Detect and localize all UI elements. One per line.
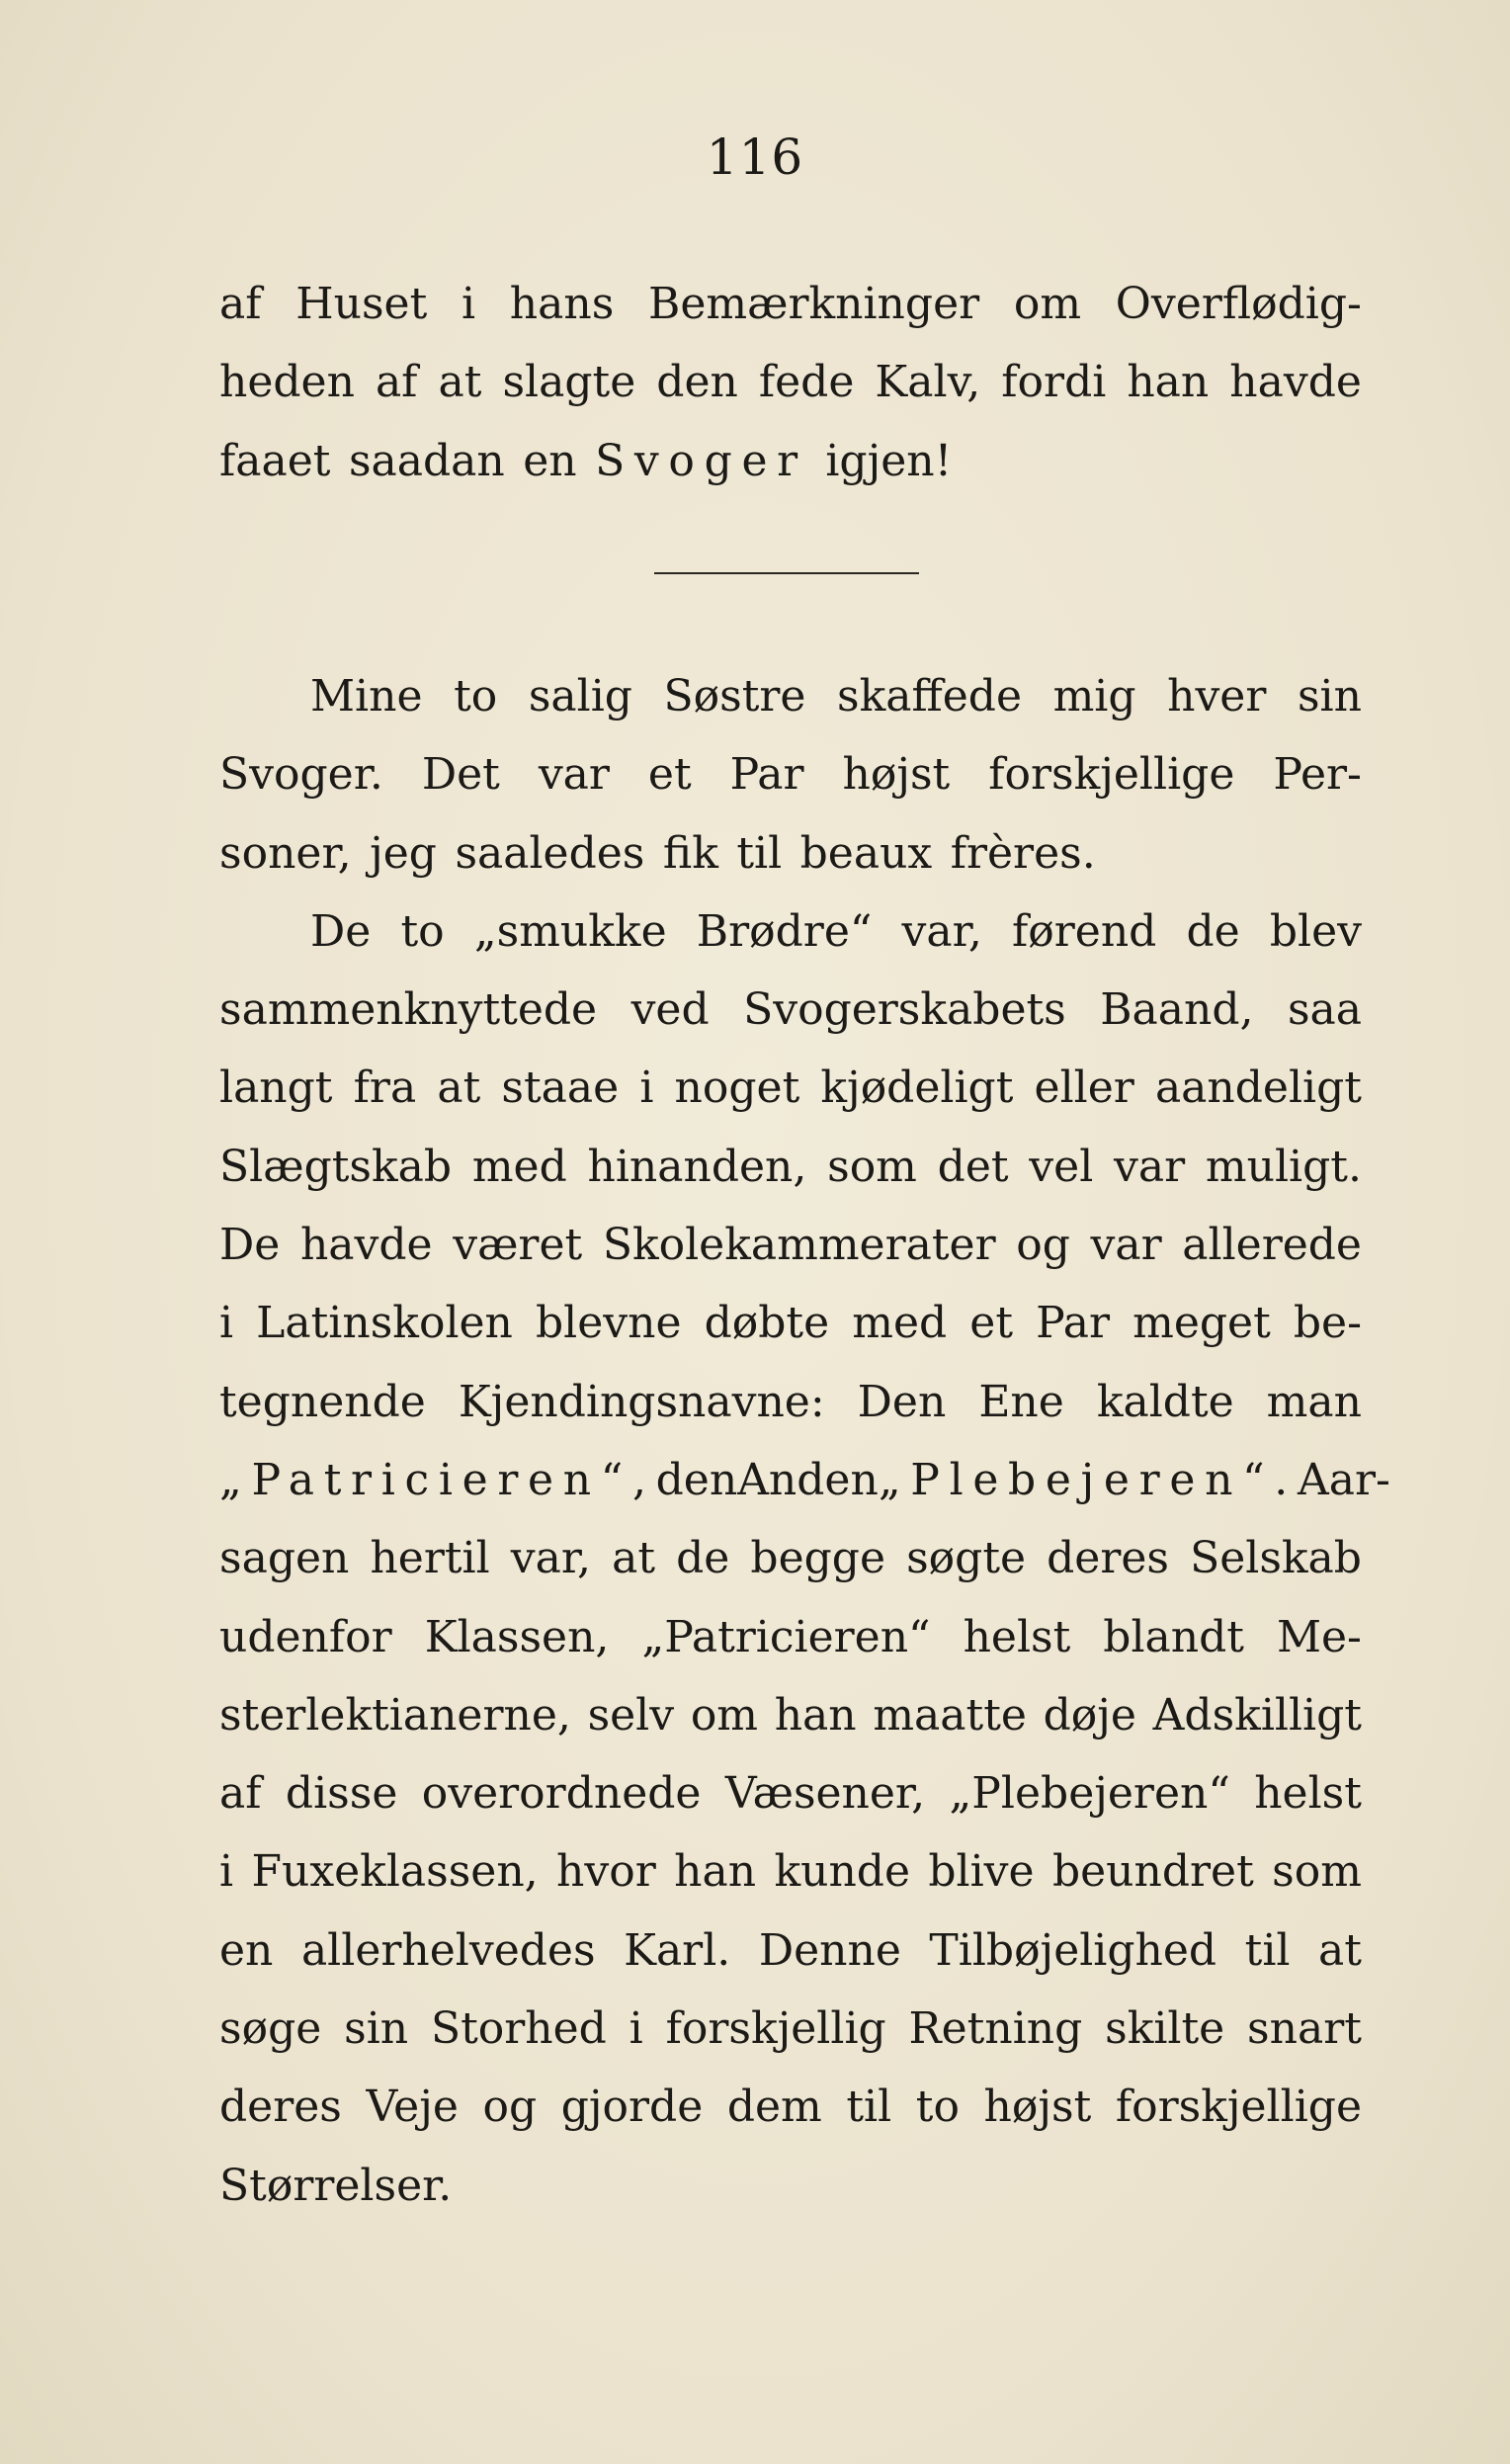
word: Aar- (1297, 1454, 1390, 1505)
word: han (774, 1689, 857, 1741)
text-line (219, 1754, 1362, 1832)
word: blive (928, 1846, 1035, 1898)
word: Slægtskab (219, 1141, 453, 1192)
text-line (219, 2147, 1362, 2225)
page-number: 116 (706, 128, 804, 186)
word: Kalv, (875, 357, 981, 408)
word: be- (1293, 1298, 1362, 1349)
word: igjen! (825, 435, 953, 486)
word: sin (344, 2003, 409, 2055)
word: blandt (1103, 1611, 1244, 1662)
word: beundret (1051, 1846, 1254, 1898)
word: at (1318, 1924, 1362, 1976)
word: ved (630, 984, 710, 1036)
word: i (639, 1062, 654, 1114)
word: „Plebejeren“. (878, 1454, 1298, 1505)
word: til (846, 2082, 892, 2133)
word: „Plebejeren“ (949, 1768, 1230, 1820)
word: Størrelser. (219, 2160, 453, 2211)
word: søgte (906, 1533, 1027, 1584)
word: salig (528, 671, 632, 722)
word: Skolekammerater (602, 1220, 996, 1271)
word: disse (285, 1768, 398, 1820)
word: fik (662, 827, 718, 879)
word: at (437, 1062, 481, 1114)
word: havde (1229, 357, 1362, 408)
word: helst (1254, 1768, 1362, 1820)
word: været (453, 1220, 583, 1271)
text-line (219, 1206, 1362, 1284)
word: hans (509, 279, 615, 329)
word: Veje (366, 2082, 459, 2133)
word: fordi (1001, 357, 1107, 408)
word: blevne (536, 1298, 682, 1349)
word: de (1186, 905, 1240, 957)
text-line (219, 1284, 1362, 1362)
word: døbte (704, 1298, 830, 1349)
word: saadan (348, 435, 505, 486)
word: Baand, (1100, 984, 1254, 1036)
word: Me- (1276, 1611, 1362, 1662)
word: Svoger (595, 435, 807, 486)
word: saa (1287, 984, 1362, 1036)
word: aandeligt (1154, 1062, 1362, 1114)
word: med (471, 1141, 567, 1192)
word: gjorde (560, 2082, 704, 2133)
word: den (655, 1454, 738, 1505)
word: beaux (799, 827, 933, 879)
text-line (219, 735, 1362, 813)
word: hinanden, (587, 1141, 807, 1192)
word: fede (758, 357, 855, 408)
word: sin (1297, 671, 1362, 722)
word: De (310, 905, 372, 957)
word: et (969, 1298, 1014, 1349)
word: hver (1167, 671, 1267, 722)
word: Anden (737, 1454, 879, 1505)
word: han (1127, 357, 1210, 408)
word: „Patricieren“, (219, 1454, 656, 1505)
word: noget (674, 1062, 800, 1114)
word: sterlektianerne, (219, 1689, 571, 1741)
word: i (219, 1298, 234, 1349)
word: mig (1052, 671, 1136, 722)
word: hertil (370, 1533, 490, 1584)
word: Mine (310, 671, 423, 722)
word: maatte (873, 1689, 1027, 1741)
word: langt (219, 1062, 333, 1114)
text-line (219, 343, 1362, 421)
word: deres (219, 2082, 342, 2133)
word: at (438, 357, 482, 408)
word: allerede (1182, 1220, 1362, 1271)
word: muligt. (1205, 1141, 1362, 1192)
word: Klassen, (424, 1611, 610, 1662)
word: som (1272, 1846, 1362, 1898)
word: soner, (219, 827, 352, 879)
text-line (219, 1128, 1362, 1206)
word: Søstre (663, 671, 806, 722)
text-line (219, 1363, 1362, 1441)
word: to (454, 671, 498, 722)
word: Ene (978, 1376, 1064, 1427)
word: helst (963, 1611, 1071, 1662)
paragraph-end-of-section (219, 265, 1362, 500)
word: overordnede (421, 1768, 702, 1820)
word: skilte (1105, 2003, 1225, 2055)
word: og (482, 2082, 538, 2133)
word: Latinskolen (256, 1298, 513, 1349)
word: det (937, 1141, 1009, 1192)
word: „Patricieren“ (641, 1611, 931, 1662)
section-divider (654, 572, 919, 574)
word: snart (1247, 2003, 1362, 2055)
text-line (219, 657, 1362, 735)
word: han (674, 1846, 757, 1898)
text-line (219, 1832, 1362, 1911)
word: kaldte (1096, 1376, 1234, 1427)
word: af (219, 1768, 262, 1820)
word: med (852, 1298, 948, 1349)
word: Karl. (624, 1924, 731, 1976)
text-line (219, 2068, 1362, 2146)
word: var (538, 749, 610, 801)
word: forskjellig (665, 2003, 886, 2055)
word: faaet (219, 435, 331, 486)
word: af (219, 279, 262, 329)
text-line (219, 1676, 1362, 1754)
word: Tilbøjelighed (929, 1924, 1217, 1976)
word: forskjellige (1115, 2082, 1362, 2133)
word: to (915, 2082, 960, 2133)
word: jeg (370, 827, 437, 879)
word: de (676, 1533, 730, 1584)
word: De (219, 1220, 281, 1271)
word: søge (219, 2003, 322, 2055)
word: et (647, 749, 692, 801)
text-line (219, 1990, 1362, 2068)
word: saaledes (455, 827, 645, 879)
word: udenfor (219, 1611, 392, 1662)
word: og (1016, 1220, 1070, 1271)
word: Svogerskabets (743, 984, 1066, 1036)
word: var (1114, 1141, 1186, 1192)
word: Brødre“ (696, 905, 873, 957)
word: Denne (758, 1924, 901, 1976)
new-section-text (219, 657, 1390, 2225)
word: allerhelvedes (300, 1924, 596, 1976)
word: „smukke (473, 905, 667, 957)
word: hvor (556, 1846, 656, 1898)
word: fra (353, 1062, 417, 1114)
text-line (219, 422, 1362, 500)
word: meget (1132, 1298, 1271, 1349)
word: var, (510, 1533, 592, 1584)
word: Retning (908, 2003, 1083, 2055)
word: om (1013, 279, 1082, 329)
word: tegnende (219, 1376, 426, 1427)
word: frères. (950, 827, 1096, 879)
word: Per- (1273, 749, 1362, 801)
word: at (612, 1533, 656, 1584)
word: højst (842, 749, 951, 801)
word: om (690, 1689, 759, 1741)
word: skaffede (837, 671, 1023, 722)
word: var, (901, 905, 982, 957)
text-line (219, 1049, 1362, 1127)
word: Det (421, 749, 500, 801)
text-line (219, 1598, 1362, 1676)
word: til (1244, 1924, 1291, 1976)
word: vel (1029, 1141, 1094, 1192)
word: Væsener, (724, 1768, 926, 1820)
word: af (375, 357, 418, 408)
text-line (219, 1519, 1362, 1597)
word: kunde (774, 1846, 910, 1898)
word: en (219, 1924, 274, 1976)
word: staae (501, 1062, 620, 1114)
word: man (1266, 1376, 1362, 1427)
word: som (827, 1141, 917, 1192)
word: Overflødig- (1115, 279, 1362, 329)
word: Par (729, 749, 804, 801)
word: i (461, 279, 476, 329)
text-line (219, 1441, 1390, 1519)
word: Storhed (430, 2003, 607, 2055)
word: Adskilligt (1152, 1689, 1362, 1741)
word: forskjellige (988, 749, 1235, 801)
word: en (523, 435, 577, 486)
word: selv (587, 1689, 675, 1741)
word: havde (299, 1220, 433, 1271)
word: den (656, 357, 738, 408)
text-line (219, 1912, 1362, 1990)
word: eller (1034, 1062, 1134, 1114)
word: Kjendingsnavne: (458, 1376, 825, 1427)
text-line (219, 892, 1362, 971)
word: Selskab (1190, 1533, 1362, 1584)
word: begge (750, 1533, 885, 1584)
word: døje (1043, 1689, 1136, 1741)
word: Den (857, 1376, 947, 1427)
word: højst (983, 2082, 1092, 2133)
word: sammenknyttede (219, 984, 598, 1036)
text-line (219, 971, 1362, 1049)
word: førend (1011, 905, 1157, 957)
word: to (400, 905, 445, 957)
word: Bemærkninger (648, 279, 980, 329)
word: sagen (219, 1533, 350, 1584)
word: slagte (502, 357, 636, 408)
text-line (219, 265, 1362, 343)
word: i (629, 2003, 643, 2055)
word: i (219, 1846, 234, 1898)
word: blev (1269, 905, 1362, 957)
word: deres (1047, 1533, 1169, 1584)
word: dem (726, 2082, 822, 2133)
word: Fuxeklassen, (251, 1846, 539, 1898)
word: heden (219, 357, 355, 408)
word: Svoger. (219, 749, 383, 801)
text-line (219, 814, 1362, 892)
word: var (1090, 1220, 1162, 1271)
word: Huset (295, 279, 428, 329)
word: Par (1036, 1298, 1111, 1349)
word: til (736, 827, 783, 879)
word: kjødeligt (820, 1062, 1014, 1114)
